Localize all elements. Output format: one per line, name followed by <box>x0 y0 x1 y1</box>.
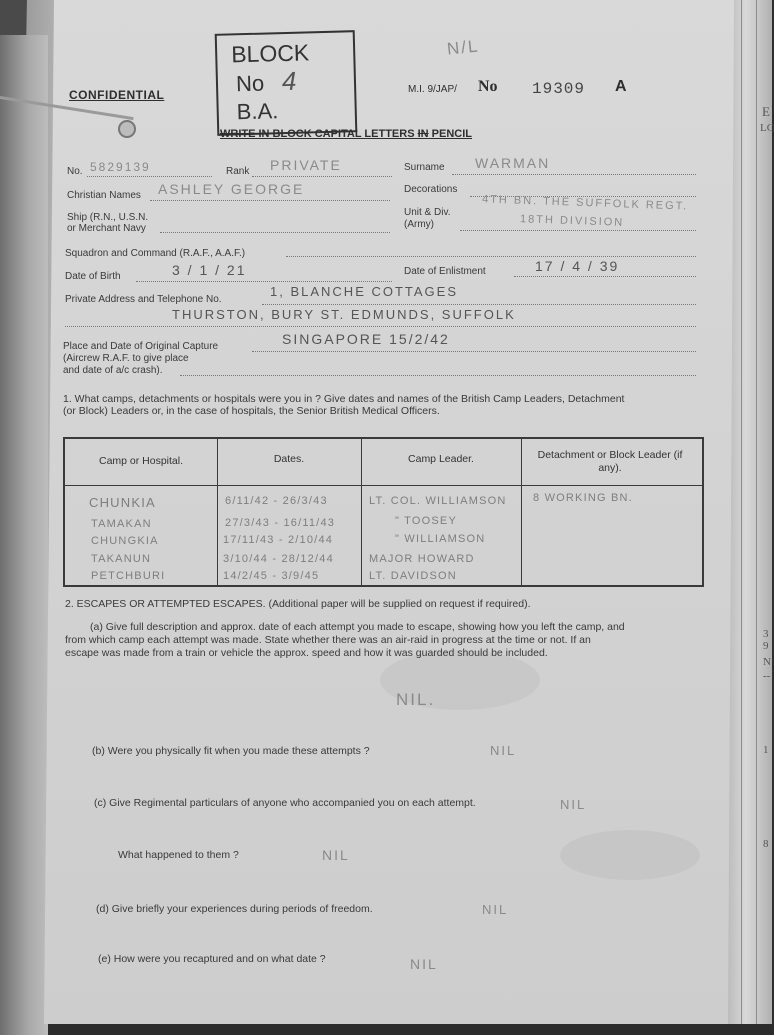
field-line <box>87 176 212 177</box>
table-header-leader: Camp Leader. <box>408 453 474 465</box>
enlistment-label: Date of Enlistment <box>404 266 486 277</box>
stamp-no-text: No <box>235 70 265 97</box>
question-2d: (d) Give briefly your experiences during periods of freedom. <box>96 903 373 915</box>
unit-label-cont: (Army) <box>404 219 434 230</box>
surname-value: WARMAN <box>475 155 551 171</box>
table-cell-dates: 17/11/43 - 2/10/44 <box>223 534 334 546</box>
answer-2a: NIL. <box>396 690 436 709</box>
right-paper-stack <box>728 0 772 1024</box>
rank-value: PRIVATE <box>270 157 342 173</box>
field-line <box>136 281 392 282</box>
unit-value: 4TH BN. THE SUFFOLK REGT. <box>481 193 689 213</box>
struck-text: WRITE IN <box>220 128 270 140</box>
edge-fragment: -- <box>763 670 771 682</box>
table-cell-detachment: 8 WORKING BN. <box>533 492 633 504</box>
ship-label: Ship (R.N., U.S.N. <box>67 212 149 223</box>
table-cell-camp: CHUNKIA <box>89 495 156 510</box>
table-cell-camp: TAKANUN <box>91 553 152 565</box>
field-line <box>252 176 392 177</box>
question-1: 1. What camps, detachments or hospitals were you in ? Give dates and names of the British Camp Leaders, Detachment <box>63 393 625 405</box>
serial-suffix: A <box>615 78 627 95</box>
edge-fragment: LC <box>760 122 774 134</box>
decorations-label: Decorations <box>404 184 458 195</box>
question-1-cont: (or Block) Leaders or, in the case of hospitals, the Senior British Medical Officers. <box>63 405 440 417</box>
instruction-text: PENCIL <box>428 128 472 140</box>
address-value-cont: THURSTON, BURY ST. EDMUNDS, SUFFOLK <box>172 307 516 322</box>
christian-names-value: ASHLEY GEORGE <box>158 181 305 197</box>
question-2a: (a) Give full description and approx. date of each attempt you made to escape, showing how you left the camp, and <box>90 621 625 633</box>
answer-2c-followup: NIL <box>322 847 350 863</box>
date-of-birth-label: Date of Birth <box>65 271 121 282</box>
table-cell-leader: " WILLIAMSON <box>395 533 486 545</box>
struck-text: IN <box>417 128 429 140</box>
question-2a-cont: escape was made from a train or vehicle the approx. speed and how it was guarded should be included. <box>65 647 548 659</box>
eyelet <box>118 120 136 138</box>
stack-edge-line <box>756 0 757 1024</box>
capture-label-cont: and date of a/c crash). <box>63 365 163 376</box>
instruction-text: BLOCK CAPITAL LETTERS <box>269 128 418 140</box>
field-line <box>286 256 696 257</box>
edge-fragment: 9 <box>763 640 769 652</box>
address-label: Private Address and Telephone No. <box>65 294 222 305</box>
question-2e: (e) How were you recaptured and on what date ? <box>98 953 326 965</box>
field-line <box>262 304 696 305</box>
capture-value: SINGAPORE 15/2/42 <box>282 331 450 347</box>
table-cell-leader: MAJOR HOWARD <box>369 553 475 565</box>
question-2a-cont: from which camp each attempt was made. State whether there was an air-raid in progress at the time or not. If an <box>65 634 591 646</box>
surname-label: Surname <box>404 162 445 173</box>
answer-2d: NIL <box>482 902 509 917</box>
edge-fragment: 1 <box>763 744 769 756</box>
ship-label-cont: or Merchant Navy <box>67 223 146 234</box>
question-2c: (c) Give Regimental particulars of anyone who accompanied you on each attempt. <box>94 797 476 809</box>
field-line <box>180 375 696 376</box>
field-line <box>150 200 390 201</box>
edge-fragment: E <box>762 104 770 119</box>
unit-label: Unit & Div. <box>404 207 451 218</box>
table-cell-dates: 27/3/43 - 16/11/43 <box>225 517 336 529</box>
enlistment-value: 17 / 4 / 39 <box>535 258 620 274</box>
capture-label-cont: (Aircrew R.A.F. to give place <box>63 353 189 364</box>
capture-label: Place and Date of Original Capture <box>63 341 219 352</box>
camps-table <box>63 437 704 587</box>
edge-fragment: 8 <box>763 838 769 850</box>
question-2c-followup: What happened to them ? <box>118 849 239 861</box>
field-line <box>460 230 696 231</box>
field-line <box>514 276 696 277</box>
left-paper-fold <box>0 35 48 1035</box>
block-stamp <box>215 30 358 136</box>
rank-label: Rank <box>226 166 250 177</box>
table-header-detachment: Detachment or Block Leader (if any). <box>537 449 683 474</box>
table-cell-camp: PETCHBURI <box>91 570 166 582</box>
stack-edge-line <box>741 0 742 1024</box>
mi-reference: M.I. 9/JAP/ <box>408 84 457 95</box>
unit-value-cont: 18TH DIVISION <box>519 213 625 229</box>
address-value: 1, BLANCHE COTTAGES <box>270 284 459 299</box>
table-cell-dates: 14/2/45 - 3/9/45 <box>223 570 320 582</box>
table-header-camp: Camp or Hospital. <box>98 455 184 467</box>
field-line <box>160 232 390 233</box>
field-line <box>452 174 696 175</box>
table-header-rule <box>65 485 702 486</box>
edge-fragment: 3 <box>763 628 769 640</box>
block-capitals-instruction <box>220 128 472 140</box>
top-annotation: N/L <box>446 36 481 59</box>
table-cell-camp: TAMAKAN <box>91 518 152 530</box>
table-divider <box>521 439 522 585</box>
question-2b: (b) Were you physically fit when you made these attempts ? <box>92 745 370 757</box>
christian-names-label: Christian Names <box>67 190 141 201</box>
table-cell-leader: LT. COL. WILLIAMSON <box>369 495 507 507</box>
serial-number: 19309 <box>532 80 586 98</box>
table-header-dates: Dates. <box>273 453 305 465</box>
stamp-ba-text: B.A. <box>236 98 279 125</box>
table-cell-camp: CHUNGKIA <box>91 535 159 547</box>
stamp-block-text: BLOCK <box>230 39 310 68</box>
answer-2e: NIL <box>410 956 438 972</box>
service-number-label: No. <box>67 166 83 177</box>
answer-2b: NIL <box>490 743 517 758</box>
confidential-heading: CONFIDENTIAL <box>69 88 165 102</box>
paper-stain <box>560 830 700 880</box>
date-of-birth-value: 3 / 1 / 21 <box>172 262 247 278</box>
table-cell-dates: 6/11/42 - 26/3/43 <box>225 495 328 507</box>
stamp-handwritten-number: 4 <box>281 65 297 97</box>
squadron-label: Squadron and Command (R.A.F., A.A.F.) <box>65 248 246 259</box>
table-cell-leader: " TOOSEY <box>395 515 458 527</box>
answer-2c: NIL <box>560 797 587 812</box>
field-line <box>65 326 696 327</box>
question-2-title: 2. ESCAPES OR ATTEMPTED ESCAPES. (Additional paper will be supplied on request if required). <box>65 598 531 610</box>
field-line <box>252 351 696 352</box>
table-cell-dates: 3/10/44 - 28/12/44 <box>223 553 334 565</box>
service-number-value: 5829139 <box>90 160 151 174</box>
table-cell-leader: LT. DAVIDSON <box>369 570 457 582</box>
number-label: No <box>478 78 498 95</box>
edge-fragment: N <box>763 656 771 668</box>
